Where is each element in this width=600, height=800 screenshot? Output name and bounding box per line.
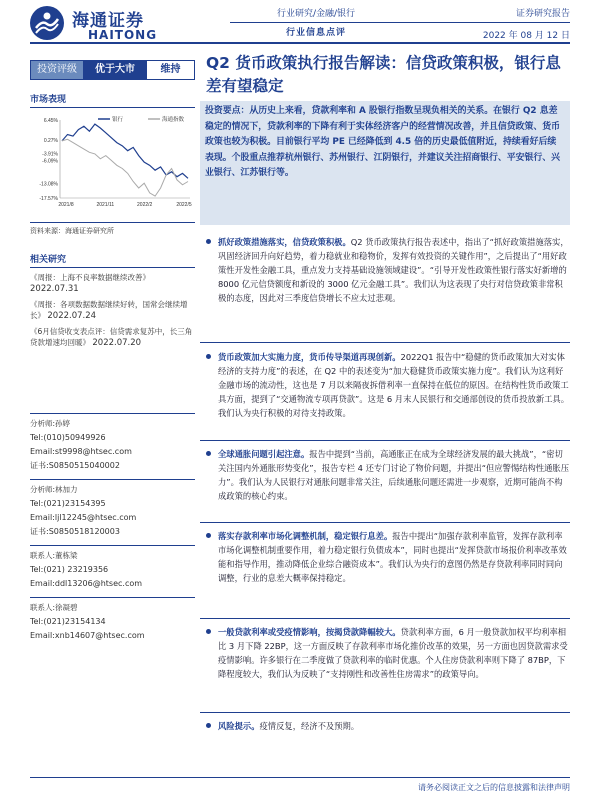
rating-value: 优于大市 xyxy=(83,61,147,79)
page-header xyxy=(0,0,600,50)
section-body: 2022Q1 报告中“稳健的货币政策加大对实体经济的支持力度”的表述，在 Q2 中的表述变为“加大稳健货币政策实施力度”。我们认为这利好金融市场的流动性，这也是 7 月以来隔夜拆借利率一直保持在低位的原因。在结构性货币政策工具方面，提到了“交通物流专项再贷款”。这是 6 月末人民银行和交通部创设的货币投放新工具。我们认为央行积极的对待支持政策。 xyxy=(218,352,570,419)
haitong-logo-icon xyxy=(30,6,64,40)
rating-label: 投资评级 xyxy=(31,61,83,79)
chart-x-tick-label: 2022/5 xyxy=(176,202,192,208)
related-item-date: 2022.07.31 xyxy=(30,284,79,294)
related-item-text[interactable]: 《周报：上海不良率数据继续改善》 xyxy=(30,273,150,282)
market-title: 市场表现 xyxy=(30,92,195,108)
related-title: 相关研究 xyxy=(30,252,195,268)
body-section xyxy=(200,529,570,585)
body-section xyxy=(200,350,570,420)
section-heading: 货币政策加大实施力度，货币传导渠道再现创新。 xyxy=(218,352,401,362)
rating-action: 维持 xyxy=(160,64,181,75)
analyst-cert: 证书:S0850518120003 xyxy=(30,527,120,536)
footer-disclaimer: 请务必阅读正文之后的信息披露和法律声明 xyxy=(418,783,570,792)
market-chart xyxy=(30,112,195,214)
section-divider xyxy=(200,522,570,523)
analyst-name: 分析师:孙婷 xyxy=(30,413,195,431)
related-item-text[interactable]: 《6月信贷收支表点评：信贷需求复苏中，长三角贷款增速均回暖》 xyxy=(30,327,193,347)
section-body: 报告中提到“当前，高通胀正在成为全球经济发展的最大挑战”，“密切关注国内外通胀形势变化”，报告专栏 4 还专门讨论了物价问题，并提出“但应警惕结构性通胀压力”。我们认为人民银行对通胀问题非常关注，后续通胀问题还需进一步观察，近期可能尚不构成政策的核心约束。 xyxy=(218,449,570,502)
section-heading: 抓好政策措施落实，信贷政策积极。 xyxy=(218,237,351,247)
analyst-list xyxy=(30,413,195,643)
related-item[interactable] xyxy=(30,272,195,295)
logo-chinese-text: 海通证券 xyxy=(72,11,144,31)
contact-email[interactable]: Email:ddl13206@htsec.com xyxy=(30,579,143,588)
related-item-text[interactable]: 《周报：各项数据数据继续好转，国常会继续增长》 xyxy=(30,300,188,320)
contact-tel: Tel:(021)23154134 xyxy=(30,617,106,626)
report-title: Q2 货币政策执行报告解读：信贷政策积极，银行息差有望稳定 xyxy=(206,54,561,95)
section-body: 报告中提出“加强存款利率监管，发挥存款利率市场化调整机制重要作用，着力稳定银行负债成本”，同时也提出“发挥贷款市场报价利率改革效能和指导作用，推动降低企业综合融资成本”。我们认为央行的意图仍然是存贷款利率同时同向调整，行业的息差大概率保持稳定。 xyxy=(218,531,567,584)
report-type: 证券研究报告 xyxy=(515,9,570,19)
chart-x-tick-label: 2022/2 xyxy=(137,202,153,208)
sidebar xyxy=(30,60,195,643)
header-right xyxy=(483,6,570,41)
related-item-date: 2022.07.24 xyxy=(47,311,97,321)
section-heading: 落实存款利率市场化调整机制，稳定银行息差。 xyxy=(218,531,393,541)
body-section xyxy=(200,235,570,305)
investment-rating xyxy=(30,60,195,80)
chart-x-tick-label: 2021/8 xyxy=(58,202,74,208)
chart-source: 资料来源：海通证券研究所 xyxy=(30,222,195,236)
related-list xyxy=(30,272,195,349)
section-heading: 全球通胀问题引起注意。 xyxy=(218,449,310,459)
investment-summary: 投资要点：从历史上来看，贷款利率和 A 股银行指数呈现负相关的关系。在银行 Q2 息差稳定的情况下，贷款利率的下降有利于实体经济客户的经营情况改善，并且信贷政策、货币政策也较为积极。目前银行平均 PE 已经降低到 4.5 倍的历史最低值附近，持续看好后续表现。个股重点推荐杭州银行、苏州银行、江阴银行，并建议关注招商银行、平安银行、兴业银行、江苏银行等。 xyxy=(200,101,570,225)
chart-x-tick-label: 2021/11 xyxy=(96,202,115,208)
logo-english-text: HAITONG xyxy=(88,28,158,42)
section-divider xyxy=(200,342,570,343)
chart-y-tick-label: -3.91% xyxy=(42,151,58,158)
contact-name: 联系人:董栋梁 xyxy=(30,545,195,563)
market-chart-svg xyxy=(30,112,195,214)
category-text: 行业研究/金融/银行 xyxy=(276,9,356,19)
body-section xyxy=(200,447,570,503)
analyst-email[interactable]: Email:st9998@htsec.com xyxy=(30,447,132,456)
subcategory-text: 行业信息点评 xyxy=(285,28,346,38)
contact-email[interactable]: Email:xnb14607@htsec.com xyxy=(30,631,145,640)
analyst-tel: Tel:(010)50949926 xyxy=(30,433,106,442)
section-divider xyxy=(200,712,570,713)
chart-series-line xyxy=(62,124,188,178)
body-section xyxy=(200,625,570,681)
footer-divider xyxy=(30,777,570,778)
section-divider xyxy=(200,440,570,441)
section-heading: 一般贷款利率或受疫情影响，按揭贷款降幅较大。 xyxy=(218,627,401,637)
related-item[interactable] xyxy=(30,299,195,322)
section-heading: 风险提示。 xyxy=(218,721,260,731)
analyst-tel: Tel:(021)23154395 xyxy=(30,499,106,508)
chart-y-tick-label: 0.27% xyxy=(43,138,58,145)
report-date: 2022 年 08 月 12 日 xyxy=(482,31,570,41)
chart-legend-label: 海通指数 xyxy=(162,117,185,123)
header-category xyxy=(256,6,376,38)
chart-legend-label: 银行 xyxy=(112,117,124,123)
chart-y-tick-label: 6.45% xyxy=(43,118,58,124)
contact-tel: Tel:(021) 23219356 xyxy=(30,565,109,574)
related-item-date: 2022.07.20 xyxy=(92,338,142,348)
section-body: Q2 货币政策执行报告表述中，指出了“抓好政策措施落实，巩固经济回升向好趋势，着力稳就业和稳物价，发挥有效投资的关键作用”，之后提出了“用好政策性开发性金融工具，重点发力支持基础设施领域建设”。“引导开发性政策性银行落实好新增的 8000 亿元信贷额度和新设的 3000 亿元金融工具”。我们认为这表现了央行对信贷政策非常积极的态度，因此对三季度信贷增长不应太过悲观。 xyxy=(218,237,569,304)
analyst-name: 分析师:林加力 xyxy=(30,479,195,497)
haitong-logo xyxy=(30,4,190,44)
body-section xyxy=(200,719,570,733)
section-body: 疫情反复，经济不及预期。 xyxy=(259,721,360,731)
analyst-cert: 证书:S0850515040002 xyxy=(30,461,120,470)
related-item[interactable] xyxy=(30,326,195,349)
chart-y-tick-label: -13.08% xyxy=(39,181,58,188)
contact-name: 联系人:徐凝碧 xyxy=(30,597,195,615)
chart-y-tick-label: -17.57% xyxy=(39,196,58,202)
analyst-email[interactable]: Email:ljl12245@htsec.com xyxy=(30,513,137,522)
section-divider xyxy=(200,618,570,619)
chart-y-tick-label: -6.09% xyxy=(42,158,58,165)
header-divider xyxy=(30,42,570,44)
section-body: 贷款利率方面，6 月一般贷款加权平均利率相比 3 月下降 22BP，这一方面反映了存款利率市场化推价改革的效果，另一方面也因贷款需求受疫情影响。许多银行在二季度做了贷款利率的临时优惠。个人住房贷款利率则下降了 87BP，下降程度较大，我们认为反映了“支持刚性和改善性住房需求”的政策导向。 xyxy=(218,627,568,680)
